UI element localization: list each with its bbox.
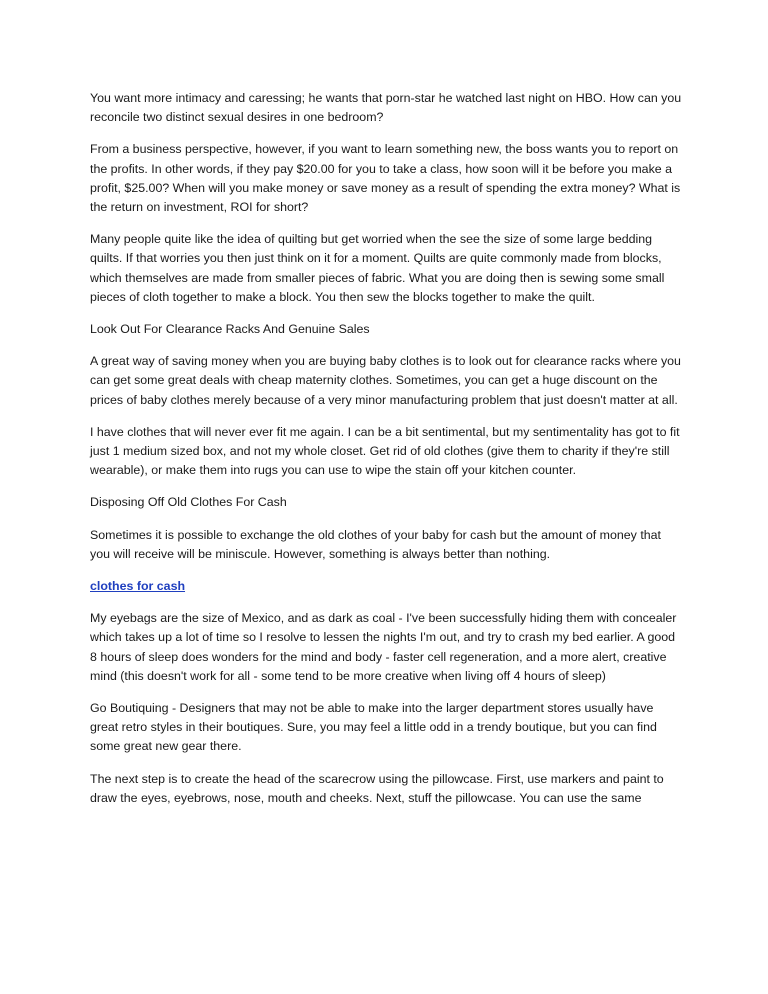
- paragraph-eyebags: My eyebags are the size of Mexico, and as dark as coal - I've been successfully hiding them with concealer which takes up a lot of time so I resolve to lessen the nights I'm out, and try to crash my bed earlier. A good 8 hours of sleep does wonders for the mind and body - faster cell regeneration, and a more alert, creative mind (this doesn't work for all - some tend to be more creative when living off 4 hours of sleep): [90, 611, 677, 683]
- heading-disposing-clothes: Disposing Off Old Clothes For Cash: [90, 495, 287, 510]
- paragraph-business-perspective: From a business perspective, however, if you want to learn something new, the boss wants you to report on the profits. In other words, if they pay $20.00 for you to take a class, how soon will it be before you make a profit, $25.00? When will you make money or save money as a result of spending the extra money? What is the return on investment, ROI for short?: [90, 142, 681, 215]
- paragraph-exchange-for-cash: Sometimes it is possible to exchange the old clothes of your baby for cash but the amount of money that you will receive will be miniscule. However, something is always better than nothing.: [90, 527, 661, 561]
- paragraph-scarecrow: The next step is to create the head of the scarecrow using the pillowcase. First, use markers and paint to draw the eyes, eyebrows, nose, mouth and cheeks. Next, stuff the pillowcase. You can use the same: [90, 771, 664, 805]
- clothes-for-cash-link[interactable]: clothes for cash: [90, 579, 186, 594]
- paragraph-baby-clothes-savings: A great way of saving money when you are buying baby clothes is to look out for clearance racks where you can get some great deals with cheap maternity clothes. Sometimes, you can get a huge discount on the prices of baby clothes merely because of a very minor manufacturing problem that just doesn't matter at all.: [90, 354, 681, 407]
- link-paragraph: [90, 577, 682, 596]
- paragraph-intimacy: You want more intimacy and caressing; he wants that porn-star he watched last night on HBO. How can you reconcile two distinct sexual desires in one bedroom?: [90, 91, 682, 125]
- paragraph-old-clothes: I have clothes that will never ever fit me again. I can be a bit sentimental, but my sentimentality has got to fit just 1 medium sized box, and not my whole closet. Get rid of old clothes (give them to charity if they're still wearable), or make them into rugs you can use to wipe the stain off your kitchen counter.: [90, 424, 680, 478]
- paragraph-quilting: Many people quite like the idea of quilting but get worried when the see the size of some large bedding quilts. If that worries you then just think on it for a moment. Quilts are quite commonly made from blocks, which themselves are made from smaller pieces of fabric. What you are doing then is sewing some small pieces of cloth together to make a block. You then sew the blocks together to make the quilt.: [90, 232, 665, 304]
- heading-clearance-racks: Look Out For Clearance Racks And Genuine Sales: [90, 322, 370, 337]
- document-page: [90, 89, 682, 821]
- paragraph-boutiquing: Go Boutiquing - Designers that may not be able to make into the larger department stores usually have great retro styles in their boutiques. Sure, you may feel a little odd in a trendy boutique, but you can find some great new gear there.: [90, 701, 657, 754]
